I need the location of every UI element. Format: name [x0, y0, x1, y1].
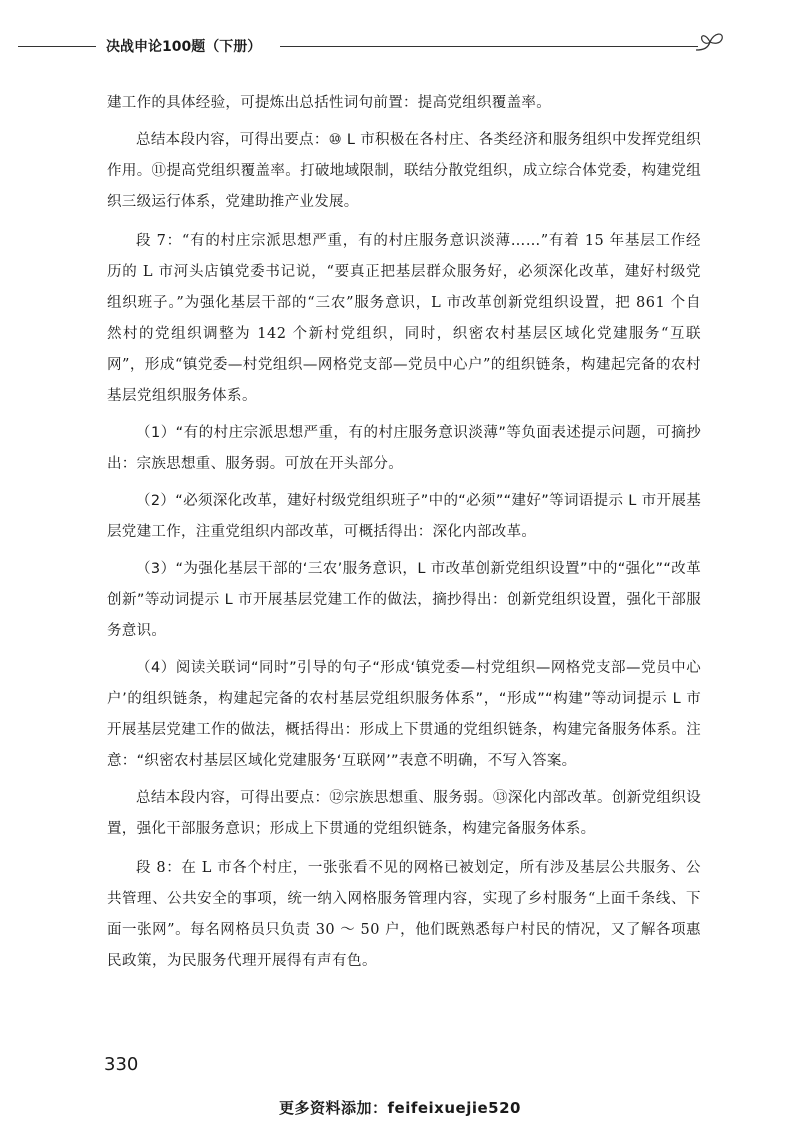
paragraph-summary-1: 总结本段内容，可得出要点：⑩ L 市积极在各村庄、各类经济和服务组织中发挥党组织作用。⑪提高党组织覆盖率。打破地域限制，联结分散党组织，成立综合体党委，构建党组织三级运行体系，党建助推产业发展。	[107, 132, 701, 210]
paragraph-section-8: 段 8：在 L 市各个村庄，一张张看不见的网格已被划定，所有涉及基层公共服务、公共管理、公共安全的事项，统一纳入网格服务管理内容，实现了乡村服务“上面千条线、下面一张网”。每名网格员只负责 30 ～ 50 户，他们既熟悉每户村民的情况，又了解各项惠民政策，为民服务代理开展得有声有色。	[107, 860, 701, 969]
sprout-icon	[694, 30, 728, 54]
running-header	[18, 34, 708, 58]
paragraph-analysis-3: （3）“为强化基层干部的‘三农’服务意识，L 市改革创新党组织设置”中的“强化”“改革创新”等动词提示 L 市开展基层党建工作的做法，摘抄得出：创新党组织设置，强化干部服务意识。	[107, 561, 701, 639]
paragraph-summary-2: 总结本段内容，可得出要点：⑫宗族思想重、服务弱。⑬深化内部改革。创新党组织设置，强化干部服务意识；形成上下贯通的党组织链条，构建完备服务体系。	[107, 790, 701, 837]
header-title: 决战申论100题（下册）	[106, 39, 262, 55]
paragraph-analysis-2: （2）“必须深化改革，建好村级党组织班子”中的“必须”“建好”等词语提示 L 市开展基层党建工作，注重党组织内部改革，可概括得出：深化内部改革。	[107, 493, 701, 540]
header-rule-right	[280, 46, 698, 47]
page-number: 330	[104, 1054, 139, 1075]
footer-note: 更多资料添加：feifeixuejie520	[279, 1099, 521, 1117]
paragraph-section-7: 段 7：“有的村庄宗派思想严重，有的村庄服务意识淡薄……”有着 15 年基层工作经历的 L 市河头店镇党委书记说，“要真正把基层群众服务好，必须深化改革，建好村级党组织班子。”为强化基层干部的“三农”服务意识，L 市改革创新党组织设置，把 861 个自然村的党组织调整为 142 个新村党组织，同时，织密农村基层区域化党建服务“互联网”，形成“镇党委—村党组织—网格党支部—党员中心户”的组织链条，构建起完备的农村基层党组织服务体系。	[107, 233, 701, 404]
paragraph-analysis-1: （1）“有的村庄宗派思想严重，有的村庄服务意识淡薄”等负面表述提示问题，可摘抄出：宗族思想重、服务弱。可放在开头部分。	[107, 425, 701, 472]
paragraph-continued: 建工作的具体经验，可提炼出总括性词句前置：提高党组织覆盖率。	[107, 95, 551, 111]
header-rule-left	[18, 46, 96, 47]
page-body	[107, 88, 701, 983]
paragraph-analysis-4: （4）阅读关联词“同时”引导的句子“形成‘镇党委—村党组织—网格党支部—党员中心户’的组织链条，构建起完备的农村基层党组织服务体系”，“形成”“构建”等动词提示 L 市开展基层党建工作的做法，概括得出：形成上下贯通的党组织链条，构建完备服务体系。注意：“织密农村基层区域化党建服务‘互联网’”表意不明确，不写入答案。	[107, 660, 701, 769]
